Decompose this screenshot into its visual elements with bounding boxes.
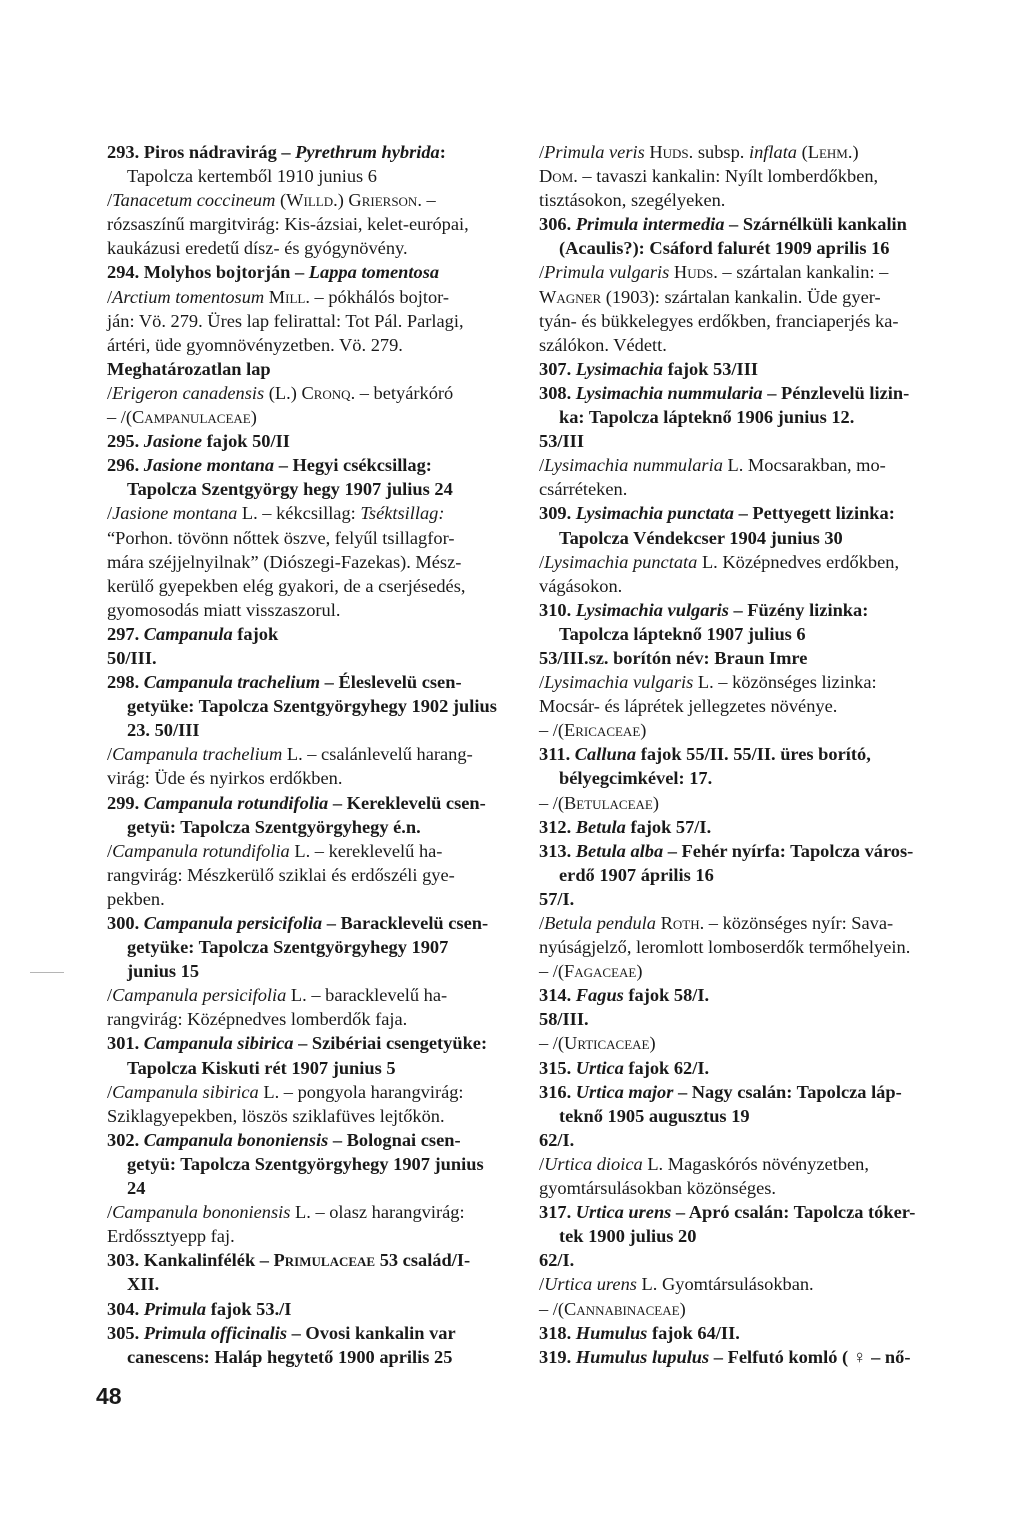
- right-column-line: nyúságjelző, leromlott lomboserdők termőhelyein.: [539, 937, 911, 958]
- right-column-line: /Betula pendula Roth. – közönséges nyír: Sava-: [539, 913, 894, 933]
- right-column-line: szálókon. Védett.: [539, 334, 667, 355]
- right-column-line: 314. Fagus fajok 58/I.: [539, 985, 710, 1006]
- left-column-line: ártéri, üde gyomnövényzetben. Vö. 279.: [107, 334, 403, 355]
- right-column-line: Wagner (1903): szártalan kankalin. Üde gyer-: [539, 286, 881, 307]
- left-column-line: 50/III.: [107, 647, 157, 668]
- right-column: [539, 140, 916, 1369]
- right-column-line: – /(Cannabinaceae): [539, 1298, 686, 1319]
- left-column-line: getyüke: Tapolcza Szentgyörgyhegy 1907: [127, 937, 449, 958]
- right-column-line: 53/III.sz. borítón név: Braun Imre: [539, 647, 808, 668]
- left-column-line: 295. Jasione fajok 50/II: [107, 431, 290, 452]
- left-column-line: 299. Campanula rotundifolia – Kereklevelü csen-: [107, 792, 486, 813]
- right-column-line: 310. Lysimachia vulgaris – Füzény lizinka:: [539, 599, 869, 620]
- left-column-line: – /(Campanulaceae): [107, 407, 257, 428]
- left-column-line: 24: [127, 1178, 146, 1199]
- right-column-line: – /(Ericaceae): [539, 720, 647, 741]
- right-column-line: – /(Urticaceae): [539, 1033, 656, 1054]
- right-column-line: /Primula vulgaris Huds. – szártalan kankalin: –: [539, 262, 889, 283]
- left-column-line: ján: Vö. 279. Üres lap felirattal: Tot Pál. Parlagi,: [107, 310, 464, 331]
- right-column-line: 308. Lysimachia nummularia – Pénzlevelü lizin-: [539, 382, 910, 403]
- left-column-line: pekben.: [107, 888, 165, 909]
- right-column-line: 315. Urtica fajok 62/I.: [539, 1057, 710, 1078]
- right-column-line: 53/III: [539, 431, 584, 452]
- left-column-line: kerülő gyepekben elég gyakori, de a cserjésedés,: [107, 575, 466, 596]
- left-column: [107, 140, 497, 1369]
- left-column-line: canescens: Haláp hegytető 1900 aprilis 25: [127, 1346, 453, 1367]
- margin-rule: [30, 972, 64, 973]
- left-column-line: 305. Primula officinalis – Ovosi kankalin var: [107, 1322, 456, 1343]
- right-column-line: – /(Betulaceae): [539, 792, 659, 813]
- right-column-line: csárréteken.: [539, 479, 628, 500]
- right-column-line: 312. Betula fajok 57/I.: [539, 816, 712, 837]
- right-column-line: /Lysimachia nummularia L. Mocsarakban, mo-: [539, 455, 886, 476]
- left-column-line: 303. Kankalinfélék – Primulaceae 53 család/I-: [107, 1250, 471, 1271]
- right-column-line: 307. Lysimachia fajok 53/III: [539, 358, 759, 379]
- right-column-line: tyán- és bükkelegyes erdőkben, franciaperjés ka-: [539, 310, 899, 331]
- right-column-line: erdő 1907 április 16: [559, 864, 714, 885]
- right-column-line: 318. Humulus fajok 64/II.: [539, 1322, 740, 1343]
- right-column-line: bélyegcimkével: 17.: [559, 768, 713, 789]
- left-column-line: XII.: [127, 1274, 160, 1295]
- left-column-line: gyomosodás miatt visszaszorul.: [107, 599, 341, 620]
- left-column-line: 302. Campanula bononiensis – Bolognai csen-: [107, 1129, 461, 1150]
- left-column-line: /Campanula bononiensis L. – olasz harangvirág:: [107, 1202, 465, 1223]
- left-column-line: junius 15: [127, 961, 200, 982]
- right-column-line: 58/III.: [539, 1009, 589, 1030]
- left-column-line: 301. Campanula sibirica – Szibériai csengetyüke:: [107, 1033, 488, 1054]
- left-column-line: rangvirág: Mészkerülő sziklai és erdőszéli gye-: [107, 864, 455, 885]
- right-column-line: 309. Lysimachia punctata – Pettyegett lizinka:: [539, 503, 895, 524]
- left-column-line: 294. Molyhos bojtorján – Lappa tomentosa: [107, 262, 440, 283]
- left-column-line: “Porhon. tövönn nőttek öszve, felyűl tsillagfor-: [107, 527, 455, 548]
- right-column-line: Tapolcza lápteknő 1907 julius 6: [559, 623, 806, 644]
- right-column-line: 62/I.: [539, 1250, 575, 1271]
- right-column-line: – /(Fagaceae): [539, 961, 643, 982]
- right-column-line: tisztásokon, szegélyeken.: [539, 190, 726, 211]
- left-column-line: /Tanacetum coccineum (Willd.) Grierson. –: [107, 190, 436, 211]
- right-column-line: /Lysimachia vulgaris L. – közönséges lizinka:: [539, 672, 877, 693]
- right-column-line: Mocsár- és láprétek jellegzetes növénye.: [539, 696, 838, 717]
- left-column-line: 297. Campanula fajok: [107, 623, 279, 644]
- right-column-line: 62/I.: [539, 1129, 575, 1150]
- left-column-line: /Arctium tomentosum Mill. – pókhálós bojtor-: [107, 286, 450, 307]
- left-column-line: /Erigeron canadensis (L.) Cronq. – betyárkóró: [107, 382, 454, 403]
- left-column-line: /Campanula trachelium L. – csalánlevelű harang-: [107, 744, 473, 765]
- left-column-line: 304. Primula fajok 53./I: [107, 1298, 292, 1319]
- right-column-line: Dom. – tavaszi kankalin: Nyílt lomberdőkben,: [539, 166, 879, 187]
- left-column-line: rangvirág: Középnedves lomberdők faja.: [107, 1009, 408, 1030]
- right-column-line: /Urtica urens L. Gyomtársulásokban.: [539, 1274, 814, 1295]
- left-column-line: 298. Campanula trachelium – Éleslevelü csen-: [107, 672, 462, 693]
- right-column-line: /Urtica dioica L. Magaskórós növényzetben,: [539, 1153, 869, 1174]
- left-column-line: Tapolcza kertemből 1910 junius 6: [127, 166, 377, 187]
- left-column-line: Tapolcza Szentgyörgy hegy 1907 julius 24: [127, 479, 453, 500]
- right-column-line: 57/I.: [539, 888, 575, 909]
- right-column-line: ka: Tapolcza lápteknő 1906 junius 12.: [559, 407, 855, 428]
- left-column-line: getyü: Tapolcza Szentgyörgyhegy 1907 junius: [127, 1153, 484, 1174]
- left-column-line: Meghatározatlan lap: [107, 358, 271, 379]
- left-column-line: /Campanula rotundifolia L. – kereklevelű ha-: [107, 840, 443, 861]
- right-column-line: 319. Humulus lupulus – Felfutó komló ( ♀ – nő-: [539, 1346, 911, 1367]
- right-column-line: gyomtársulásokban közönséges.: [539, 1178, 776, 1199]
- left-column-line: /Jasione montana L. – kékcsillag: Tséktsillag:: [107, 503, 445, 524]
- right-column-line: tek 1900 julius 20: [559, 1226, 697, 1247]
- right-column-line: /Primula veris Huds. subsp. inflata (Lehm.): [539, 142, 859, 162]
- right-column-line: 306. Primula intermedia – Szárnélküli kankalin: [539, 214, 907, 235]
- right-column-line: Tapolcza Véndekcser 1904 junius 30: [559, 527, 843, 548]
- left-column-line: Erdőssztyepp faj.: [107, 1226, 235, 1247]
- left-column-line: getyüke: Tapolcza Szentgyörgyhegy 1902 julius: [127, 696, 497, 717]
- left-column-line: virág: Üde és nyirkos erdőkben.: [107, 768, 343, 789]
- left-column-line: 300. Campanula persicifolia – Baracklevelü csen-: [107, 913, 489, 933]
- right-column-line: 317. Urtica urens – Apró csalán: Tapolcza tóker-: [539, 1202, 916, 1223]
- right-column-line: 316. Urtica major – Nagy csalán: Tapolcza láp-: [539, 1081, 902, 1102]
- right-column-line: 311. Calluna fajok 55/II. 55/II. üres borító,: [539, 744, 871, 765]
- right-column-line: vágásokon.: [539, 575, 623, 596]
- left-column-line: Sziklagyepekben, löszös sziklafüves lejtőkön.: [107, 1105, 445, 1126]
- left-column-line: Tapolcza Kiskuti rét 1907 junius 5: [127, 1057, 396, 1078]
- right-column-line: /Lysimachia punctata L. Középnedves erdőkben,: [539, 551, 900, 572]
- left-column-line: rózsaszínű margitvirág: Kis-ázsiai, kelet-európai,: [107, 214, 469, 235]
- left-column-line: 296. Jasione montana – Hegyi csékcsillag:: [107, 455, 432, 476]
- left-column-line: /Campanula sibirica L. – pongyola harangvirág:: [107, 1081, 464, 1102]
- left-column-line: 293. Piros nádravirág – Pyrethrum hybrida:: [107, 142, 446, 162]
- left-column-line: kaukázusi eredetű dísz- és gyógynövény.: [107, 238, 408, 259]
- right-column-line: 313. Betula alba – Fehér nyírfa: Tapolcza város-: [539, 840, 914, 861]
- page-number: 48: [96, 1383, 122, 1409]
- left-column-line: mára széjjelnyilnak” (Diószegi-Fazekas). Mész-: [107, 551, 462, 572]
- left-column-line: /Campanula persicifolia L. – baracklevelű ha-: [107, 985, 448, 1006]
- right-column-line: teknő 1905 augusztus 19: [559, 1105, 750, 1126]
- left-column-line: 23. 50/III: [127, 720, 200, 741]
- left-column-line: getyü: Tapolcza Szentgyörgyhegy é.n.: [127, 816, 421, 837]
- right-column-line: (Acaulis?): Csáford falurét 1909 aprilis 16: [559, 238, 890, 259]
